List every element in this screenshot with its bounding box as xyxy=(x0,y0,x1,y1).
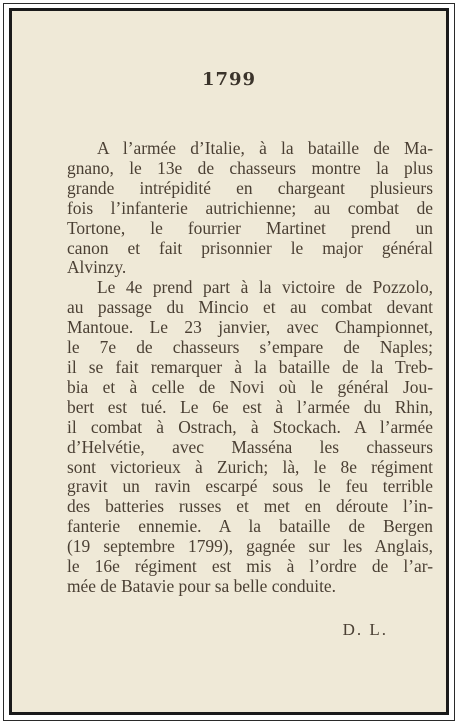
text-line: (19 septembre 1799), gagnée sur les Anglais, xyxy=(67,536,433,557)
text-line: des batteries russes et met en déroute l’in- xyxy=(67,496,433,517)
signature-initials: D. L. xyxy=(342,620,388,639)
text-line: bia et à celle de Novi où le général Jou- xyxy=(67,376,433,397)
text-line: au passage du Mincio et au combat devant xyxy=(67,297,433,318)
body-text xyxy=(67,139,433,597)
text-line: mée de Batavie pour sa belle conduite. xyxy=(67,575,336,596)
text-line: Alvinzy. xyxy=(67,257,127,278)
paragraph-1 xyxy=(67,139,433,278)
page-outer-border xyxy=(3,3,455,721)
text-line: Le 4e prend part à la victoire de Pozzolo, xyxy=(97,277,433,298)
text-line: bert est tué. Le 6e est à l’armée du Rhin, xyxy=(67,396,433,417)
text-line: gravit un ravin escarpé sous le feu terrible xyxy=(67,476,433,497)
text-line: grande intrépidité en chargeant plusieurs xyxy=(67,177,433,198)
text-line: Mantoue. Le 23 janvier, avec Championnet, xyxy=(67,317,433,338)
text-line: Tortone, le fourrier Martinet prend un xyxy=(67,217,433,238)
page-heading-year: 1799 xyxy=(201,69,257,90)
text-line: sont victorieux à Zurich; là, le 8e régiment xyxy=(67,456,433,477)
text-line: gnano, le 13e de chasseurs montre la plus xyxy=(67,157,433,178)
text-line: fois l’infanterie autrichienne; au combat de xyxy=(67,197,433,218)
text-line: il se fait remarquer à la bataille de la Treb- xyxy=(67,356,433,377)
text-line: le 16e régiment est mis à l’ordre de l’ar- xyxy=(67,556,433,577)
text-line: le 7e de chasseurs s’empare de Naples; xyxy=(67,337,433,358)
text-line: d’Helvétie, avec Masséna les chasseurs xyxy=(67,436,433,457)
text-line: canon et fait prisonnier le major général xyxy=(67,237,433,258)
paragraph-2 xyxy=(67,278,433,597)
text-line: A l’armée d’Italie, à la bataille de Ma- xyxy=(97,138,433,158)
text-line: il combat à Ostrach, à Stockach. A l’armée xyxy=(67,416,433,437)
text-line: fanterie ennemie. A la bataille de Bergen xyxy=(67,516,433,537)
page-inner-border xyxy=(9,8,449,715)
